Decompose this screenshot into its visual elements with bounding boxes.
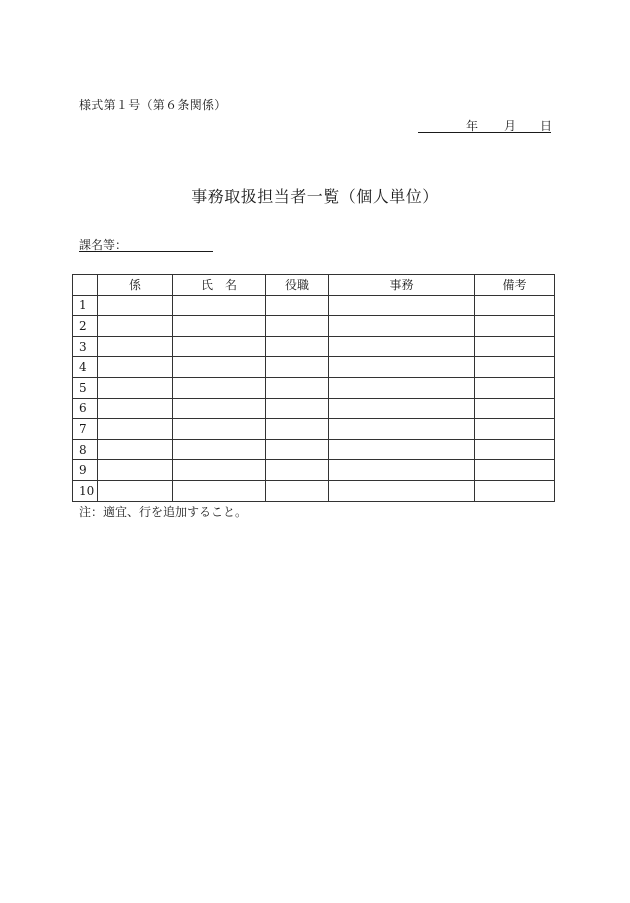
cell-duty[interactable] [329, 419, 475, 440]
staff-table [72, 274, 555, 502]
cell-duty[interactable] [329, 357, 475, 378]
row-number: 1 [73, 295, 98, 316]
cell-position[interactable] [266, 480, 329, 501]
cell-section[interactable] [98, 295, 173, 316]
cell-position[interactable] [266, 336, 329, 357]
cell-remarks[interactable] [475, 377, 555, 398]
cell-duty[interactable] [329, 295, 475, 316]
table-row [73, 316, 555, 337]
table-header-row [73, 275, 555, 296]
table-row [73, 398, 555, 419]
cell-section[interactable] [98, 316, 173, 337]
cell-position[interactable] [266, 439, 329, 460]
row-number: 3 [73, 336, 98, 357]
table-row [73, 419, 555, 440]
table-row [73, 480, 555, 501]
table-row [73, 377, 555, 398]
cell-name[interactable] [173, 439, 266, 460]
row-number: 8 [73, 439, 98, 460]
page-title: 事務取扱担当者一覧（個人単位） [191, 187, 439, 206]
footnote: 注：適宜、行を追加すること。 [79, 505, 248, 519]
cell-name[interactable] [173, 419, 266, 440]
cell-duty[interactable] [329, 316, 475, 337]
cell-section[interactable] [98, 336, 173, 357]
cell-name[interactable] [173, 316, 266, 337]
date-month-label: 月 [504, 119, 517, 133]
cell-section[interactable] [98, 377, 173, 398]
table-row [73, 336, 555, 357]
cell-section[interactable] [98, 398, 173, 419]
row-number: 2 [73, 316, 98, 337]
table-row [73, 439, 555, 460]
cell-section[interactable] [98, 439, 173, 460]
cell-duty[interactable] [329, 460, 475, 481]
cell-remarks[interactable] [475, 480, 555, 501]
cell-position[interactable] [266, 419, 329, 440]
cell-duty[interactable] [329, 439, 475, 460]
cell-section[interactable] [98, 480, 173, 501]
header-duty: 事務 [329, 275, 475, 296]
form-number: 様式第１号（第６条関係） [79, 98, 227, 112]
cell-name[interactable] [173, 336, 266, 357]
cell-position[interactable] [266, 295, 329, 316]
cell-position[interactable] [266, 460, 329, 481]
cell-section[interactable] [98, 460, 173, 481]
header-position: 役職 [266, 275, 329, 296]
row-number: 4 [73, 357, 98, 378]
cell-position[interactable] [266, 398, 329, 419]
row-number: 7 [73, 419, 98, 440]
row-number: 5 [73, 377, 98, 398]
cell-name[interactable] [173, 357, 266, 378]
cell-remarks[interactable] [475, 419, 555, 440]
cell-position[interactable] [266, 377, 329, 398]
table-row [73, 295, 555, 316]
cell-remarks[interactable] [475, 460, 555, 481]
row-number: 9 [73, 460, 98, 481]
cell-remarks[interactable] [475, 316, 555, 337]
date-year-label: 年 [466, 119, 479, 133]
cell-position[interactable] [266, 316, 329, 337]
header-number [73, 275, 98, 296]
table-row [73, 460, 555, 481]
cell-section[interactable] [98, 357, 173, 378]
cell-name[interactable] [173, 295, 266, 316]
cell-remarks[interactable] [475, 295, 555, 316]
cell-remarks[interactable] [475, 336, 555, 357]
cell-name[interactable] [173, 480, 266, 501]
cell-duty[interactable] [329, 336, 475, 357]
cell-section[interactable] [98, 419, 173, 440]
row-number: 10 [73, 480, 98, 501]
header-name: 氏 名 [173, 275, 266, 296]
cell-name[interactable] [173, 377, 266, 398]
section-name-field[interactable]: 課名等： [79, 236, 213, 252]
cell-remarks[interactable] [475, 439, 555, 460]
cell-position[interactable] [266, 357, 329, 378]
cell-name[interactable] [173, 398, 266, 419]
cell-remarks[interactable] [475, 357, 555, 378]
header-section: 係 [98, 275, 173, 296]
cell-remarks[interactable] [475, 398, 555, 419]
cell-duty[interactable] [329, 377, 475, 398]
date-day-label: 日 [540, 119, 553, 133]
cell-duty[interactable] [329, 480, 475, 501]
row-number: 6 [73, 398, 98, 419]
table-row [73, 357, 555, 378]
header-remarks: 備考 [475, 275, 555, 296]
cell-name[interactable] [173, 460, 266, 481]
date-field[interactable] [418, 116, 551, 133]
cell-duty[interactable] [329, 398, 475, 419]
